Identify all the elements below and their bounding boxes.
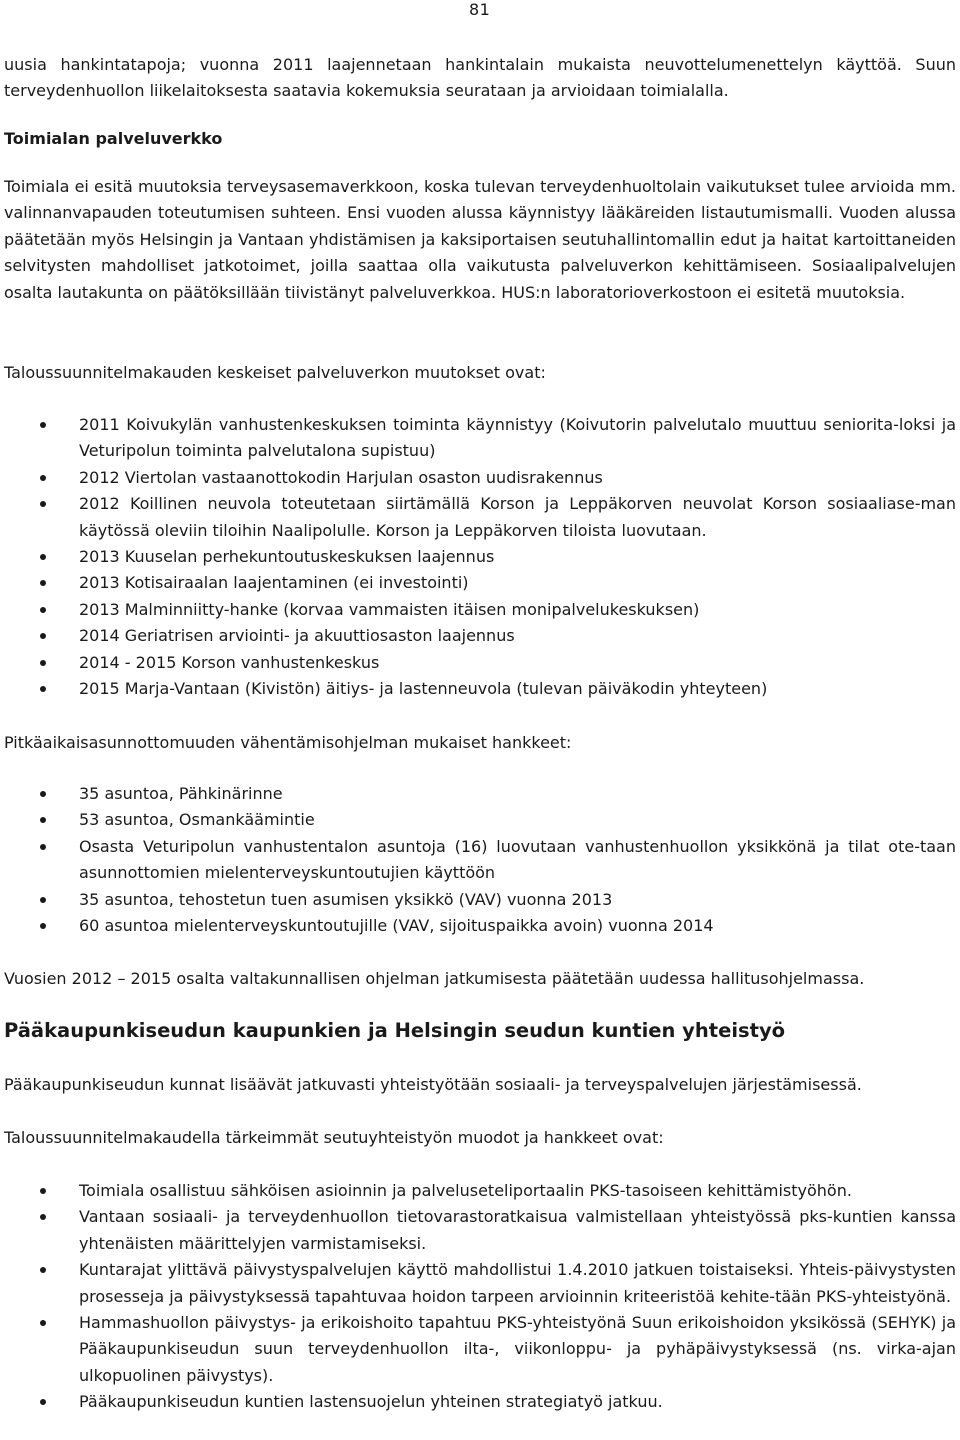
list-item: 2012 Koillinen neuvola toteutetaan siirtämällä Korson ja Leppäkorven neuvolat Korson sosiaaliase-man käytössä oleviin tiloihin Naalipolulle. Korson ja Leppäkorven tiloista luovutaan.	[4, 491, 956, 544]
list-item: 2013 Malminniitty-hanke (korvaa vammaisten itäisen monipalvelukeskuksen)	[4, 597, 956, 623]
cooperation-list	[4, 1178, 956, 1416]
list-item: Toimiala osallistuu sähköisen asioinnin ja palveluseteliportaalin PKS-tasoiseen kehittämistyöhön.	[4, 1178, 956, 1204]
cooperation-list-intro: Taloussuunnitelmakaudella tärkeimmät seutuyhteistyön muodot ja hankkeet ovat:	[4, 1128, 664, 1147]
cooperation-paragraph: Pääkaupunkiseudun kunnat lisäävät jatkuvasti yhteistyötään sosiaali- ja terveyspalvelujen järjestämisessä.	[4, 1075, 862, 1094]
network-changes-list	[4, 412, 956, 702]
list-item: Hammashuollon päivystys- ja erikoishoito tapahtuu PKS-yhteistyönä Suun erikoishoidon yksikössä (SEHYK) ja Pääkaupunkiseudun suun terveydenhuollon ilta-, viikonloppu- ja pyhäpäivystyksessä (ns. virka-ajan ulkopuolinen päivystys).	[4, 1310, 956, 1389]
list-item: 2014 Geriatrisen arviointi- ja akuuttiosaston laajennus	[4, 623, 956, 649]
list-item: Kuntarajat ylittävä päivystyspalvelujen käyttö mahdollistui 1.4.2010 jatkuen toistaiseksi. Yhteis-päivystysten prosesseja ja päivystyksessä tapahtuvaa hoidon tarpeen arvioinnin kriteeristöä kehite-tään PKS-yhteistyönä.	[4, 1257, 956, 1310]
list-item: 2011 Koivukylän vanhustenkeskuksen toiminta käynnistyy (Koivutorin palvelutalo muuttuu seniorita-loksi ja Veturipolun toiminta palvelutalona supistuu)	[4, 412, 956, 465]
page-number: 81	[469, 0, 491, 19]
housing-list-intro: Pitkäaikaisasunnottomuuden vähentämisohjelman mukaiset hankkeet:	[4, 733, 572, 752]
cooperation-heading: Pääkaupunkiseudun kaupunkien ja Helsingin seudun kuntien yhteistyö	[4, 1019, 786, 1042]
list-item: 53 asuntoa, Osmankäämintie	[4, 807, 956, 833]
list-item: Vantaan sosiaali- ja terveydenhuollon tietovarastoratkaisua valmistellaan yhteistyössä pks-kuntien kanssa yhtenäisten määrittelyjen varmistamiseksi.	[4, 1204, 956, 1257]
list-item: Pääkaupunkiseudun kuntien lastensuojelun yhteinen strategiatyö jatkuu.	[4, 1389, 956, 1415]
list-item: 60 asuntoa mielenterveyskuntoutujille (VAV, sijoituspaikka avoin) vuonna 2014	[4, 913, 956, 939]
list-item: 2014 - 2015 Korson vanhustenkeskus	[4, 650, 956, 676]
list-item: 2013 Kotisairaalan laajentaminen (ei investointi)	[4, 570, 956, 596]
list-item: 35 asuntoa, tehostetun tuen asumisen yksikkö (VAV) vuonna 2013	[4, 887, 956, 913]
list-item: 2012 Viertolan vastaanottokodin Harjulan osaston uudisrakennus	[4, 465, 956, 491]
housing-closing: Vuosien 2012 – 2015 osalta valtakunnallisen ohjelman jatkumisesta päätetään uudessa hallitusohjelmassa.	[4, 969, 865, 988]
intro-paragraph: uusia hankintatapoja; vuonna 2011 laajennetaan hankintalain mukaista neuvottelumenettelyn käyttöä. Suun terveydenhuollon liikelaitoksesta saatavia kokemuksia seurataan ja arvioidaan toimialalla.	[4, 55, 956, 101]
list-item: 35 asuntoa, Pähkinärinne	[4, 781, 956, 807]
housing-projects-list	[4, 781, 956, 939]
list-item: 2013 Kuuselan perhekuntoutuskeskuksen laajennus	[4, 544, 956, 570]
network-heading: Toimialan palveluverkko	[4, 129, 223, 148]
network-paragraph: Toimiala ei esitä muutoksia terveysasemaverkkoon, koska tulevan terveydenhuoltolain vaikutukset tulee arvioida mm. valinnanvapauden toteutumisen suhteen. Ensi vuoden alussa käynnistyy lääkäreiden listautumismalli. Vuoden alussa päätetään myös Helsingin ja Vantaan yhdistämisen ja kaksiportaisen seutuhallintomallin edut ja haitat kartoittaneiden selvitysten mahdolliset jatkotoimet, joilla saattaa olla vaikutusta palveluverkon kehittämiseen. Sosiaalipalvelujen osalta lautakunta on päätöksillään tiivistänyt palveluverkkoa. HUS:n laboratorioverkostoon ei esitetä muutoksia.	[4, 177, 956, 302]
list-item: 2015 Marja-Vantaan (Kivistön) äitiys- ja lastenneuvola (tulevan päiväkodin yhteyteen)	[4, 676, 956, 702]
list-item: Osasta Veturipolun vanhustentalon asuntoja (16) luovutaan vanhustenhuollon yksikkönä ja tilat ote-taan asunnottomien mielenterveyskuntoutujien käyttöön	[4, 834, 956, 887]
network-list-intro: Taloussuunnitelmakauden keskeiset palveluverkon muutokset ovat:	[4, 363, 546, 382]
